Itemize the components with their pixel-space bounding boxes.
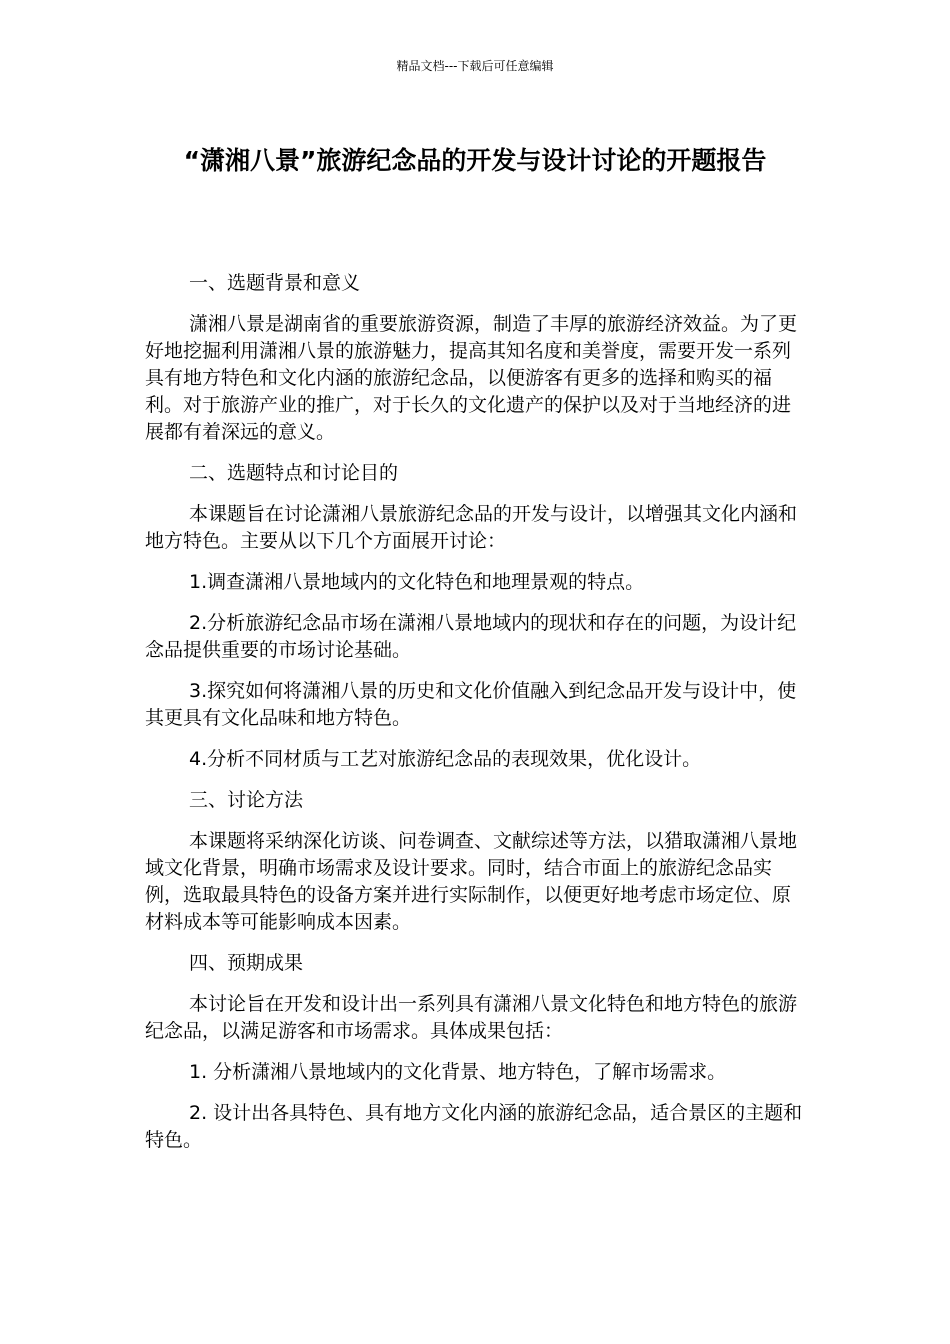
list-item-1: 1.调查潇湘八景地域内的文化特色和地理景观的特点。	[189, 571, 645, 593]
document-title: “潇湘八景”旅游纪念品的开发与设计讨论的开题报告	[183, 146, 767, 175]
list-item-2: 2.分析旅游纪念品市场在潇湘八景地域内的现状和存在的问题，为设计纪念品提供重要的市场讨论基础。	[145, 612, 797, 661]
paragraph-background: 潇湘八景是湖南省的重要旅游资源，制造了丰厚的旅游经济效益。为了更好地挖掘利用潇湘八景的旅游魅力，提高其知名度和美誉度，需要开发一系列具有地方特色和文化内涵的旅游纪念品，以便游客有更多的选择和购买的福利。对于旅游产业的推广，对于长久的文化遗产的保护以及对于当地经济的进展都有着深远的意义。	[145, 313, 798, 443]
document-body	[145, 270, 805, 1168]
page-header: 精品文档---下载后可任意编辑	[396, 59, 554, 73]
section-heading-background: 一、选题背景和意义	[189, 272, 361, 294]
paragraph-objectives: 本课题旨在讨论潇湘八景旅游纪念品的开发与设计，以增强其文化内涵和地方特色。主要从以下几个方面展开讨论：	[145, 503, 798, 552]
list-item-3: 3.探究如何将潇湘八景的历史和文化价值融入到纪念品开发与设计中，使其更具有文化品味和地方特色。	[145, 680, 797, 729]
paragraph-methods: 本课题将采纳深化访谈、问卷调查、文献综述等方法，以猎取潇湘八景地域文化背景，明确市场需求及设计要求。同时，结合市面上的旅游纪念品实例，选取最具特色的设备方案并进行实际制作，以便更好地考虑市场定位、原材料成本等可能影响成本因素。	[145, 830, 798, 933]
section-heading-objectives: 二、选题特点和讨论目的	[189, 462, 399, 484]
list-item-4: 4.分析不同材质与工艺对旅游纪念品的表现效果，优化设计。	[189, 748, 702, 770]
outcome-item-2: 2. 设计出各具特色、具有地方文化内涵的旅游纪念品，适合景区的主题和特色。	[145, 1102, 803, 1151]
section-heading-outcomes: 四、预期成果	[189, 952, 304, 974]
outcome-item-1: 1. 分析潇湘八景地域内的文化背景、地方特色，了解市场需求。	[189, 1061, 727, 1083]
section-heading-methods: 三、讨论方法	[189, 789, 304, 811]
paragraph-outcomes: 本讨论旨在开发和设计出一系列具有潇湘八景文化特色和地方特色的旅游纪念品，以满足游客和市场需求。具体成果包括：	[145, 993, 798, 1042]
